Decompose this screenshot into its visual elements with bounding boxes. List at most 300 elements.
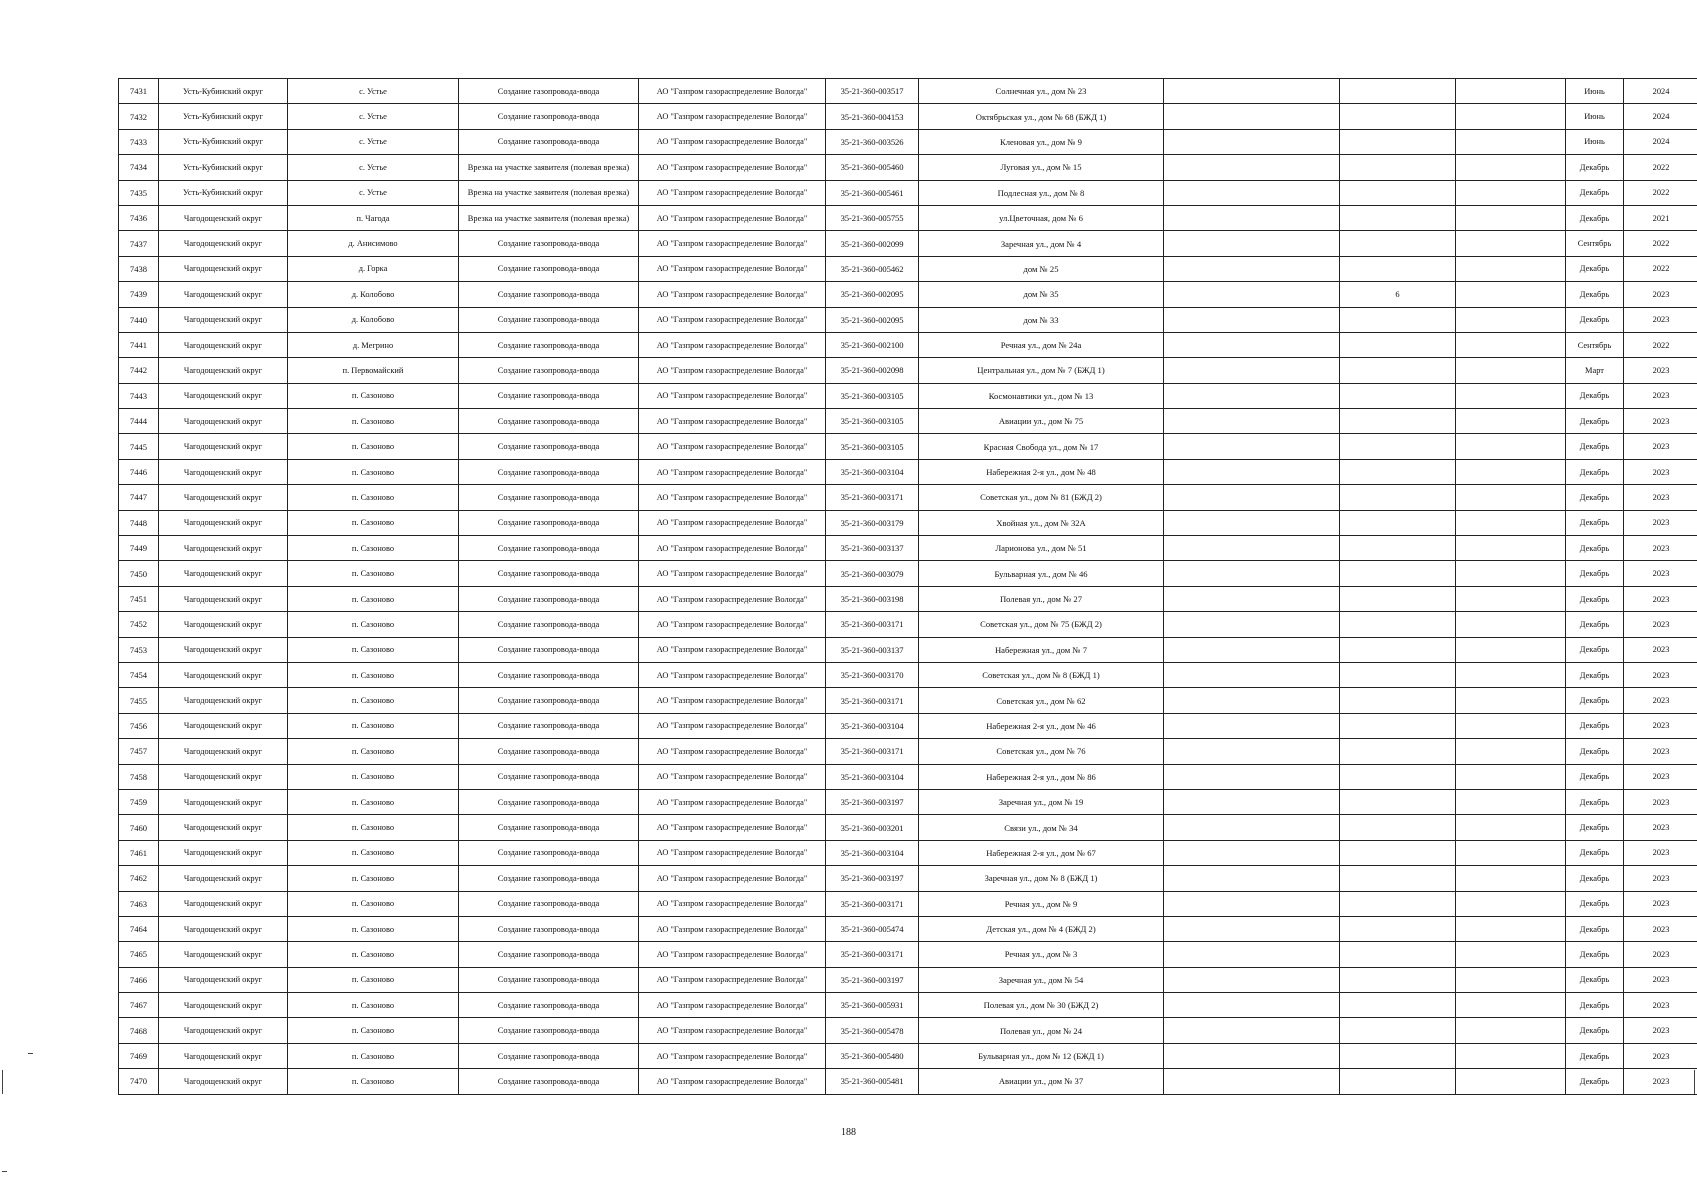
district-cell: Чагодощенский округ bbox=[159, 891, 288, 916]
year-cell: 2023 bbox=[1624, 688, 1697, 713]
organization-cell: АО "Газпром газораспределение Вологда" bbox=[639, 282, 826, 307]
empty-cell bbox=[1340, 155, 1456, 180]
empty-cell bbox=[1340, 967, 1456, 992]
empty-cell bbox=[1456, 637, 1566, 662]
empty-cell bbox=[1456, 358, 1566, 383]
year-cell: 2023 bbox=[1624, 637, 1697, 662]
table-row bbox=[119, 967, 1697, 992]
empty-cell bbox=[1164, 637, 1340, 662]
address-cell: дом № 25 bbox=[919, 256, 1164, 281]
work-type-cell: Создание газопровода-ввода bbox=[459, 459, 639, 484]
work-type-cell: Врезка на участке заявителя (полевая врезка) bbox=[459, 180, 639, 205]
empty-cell bbox=[1164, 510, 1340, 535]
object-code-cell: 35-21-360-002095 bbox=[826, 282, 919, 307]
month-cell: Декабрь bbox=[1566, 434, 1624, 459]
locality-cell: п. Сазоново bbox=[288, 434, 459, 459]
object-code-cell: 35-21-360-003170 bbox=[826, 662, 919, 687]
empty-cell bbox=[1456, 789, 1566, 814]
district-cell: Чагодощенский округ bbox=[159, 1043, 288, 1068]
empty-cell bbox=[1164, 358, 1340, 383]
month-cell: Декабрь bbox=[1566, 282, 1624, 307]
organization-cell: АО "Газпром газораспределение Вологда" bbox=[639, 129, 826, 154]
locality-cell: п. Сазоново bbox=[288, 409, 459, 434]
work-type-cell: Создание газопровода-ввода bbox=[459, 713, 639, 738]
empty-cell bbox=[1164, 180, 1340, 205]
empty-cell bbox=[1164, 942, 1340, 967]
locality-cell: п. Сазоново bbox=[288, 561, 459, 586]
row-number: 7449 bbox=[119, 536, 159, 561]
month-cell: Декабрь bbox=[1566, 307, 1624, 332]
work-type-cell: Создание газопровода-ввода bbox=[459, 840, 639, 865]
row-number: 7462 bbox=[119, 866, 159, 891]
table-row bbox=[119, 993, 1697, 1018]
empty-cell bbox=[1340, 789, 1456, 814]
locality-cell: п. Сазоново bbox=[288, 536, 459, 561]
empty-cell bbox=[1164, 866, 1340, 891]
address-cell: Советская ул., дом № 62 bbox=[919, 688, 1164, 713]
object-code-cell: 35-21-360-003198 bbox=[826, 586, 919, 611]
object-code-cell: 35-21-360-005462 bbox=[826, 256, 919, 281]
work-type-cell: Создание газопровода-ввода bbox=[459, 942, 639, 967]
table-row bbox=[119, 561, 1697, 586]
district-cell: Чагодощенский округ bbox=[159, 282, 288, 307]
year-cell: 2023 bbox=[1624, 662, 1697, 687]
district-cell: Чагодощенский округ bbox=[159, 459, 288, 484]
table-row bbox=[119, 739, 1697, 764]
table-row bbox=[119, 485, 1697, 510]
locality-cell: п. Сазоново bbox=[288, 637, 459, 662]
row-number: 7463 bbox=[119, 891, 159, 916]
address-cell: Набережная 2-я ул., дом № 48 bbox=[919, 459, 1164, 484]
empty-cell bbox=[1456, 332, 1566, 357]
empty-cell bbox=[1164, 967, 1340, 992]
row-number: 7444 bbox=[119, 409, 159, 434]
locality-cell: п. Сазоново bbox=[288, 967, 459, 992]
empty-cell bbox=[1164, 789, 1340, 814]
object-code-cell: 35-21-360-002098 bbox=[826, 358, 919, 383]
object-code-cell: 35-21-360-002100 bbox=[826, 332, 919, 357]
month-cell: Декабрь bbox=[1566, 586, 1624, 611]
table-row bbox=[119, 409, 1697, 434]
row-number: 7459 bbox=[119, 789, 159, 814]
organization-cell: АО "Газпром газораспределение Вологда" bbox=[639, 180, 826, 205]
month-cell: Сентябрь bbox=[1566, 332, 1624, 357]
organization-cell: АО "Газпром газораспределение Вологда" bbox=[639, 155, 826, 180]
work-type-cell: Создание газопровода-ввода bbox=[459, 789, 639, 814]
row-number: 7452 bbox=[119, 612, 159, 637]
year-cell: 2023 bbox=[1624, 282, 1697, 307]
work-type-cell: Создание газопровода-ввода bbox=[459, 307, 639, 332]
row-number: 7455 bbox=[119, 688, 159, 713]
district-cell: Чагодощенский округ bbox=[159, 739, 288, 764]
month-cell: Декабрь bbox=[1566, 536, 1624, 561]
table-row bbox=[119, 282, 1697, 307]
organization-cell: АО "Газпром газораспределение Вологда" bbox=[639, 459, 826, 484]
table-row bbox=[119, 586, 1697, 611]
address-cell: дом № 33 bbox=[919, 307, 1164, 332]
empty-cell bbox=[1164, 231, 1340, 256]
organization-cell: АО "Газпром газораспределение Вологда" bbox=[639, 815, 826, 840]
month-cell: Декабрь bbox=[1566, 1018, 1624, 1043]
empty-cell bbox=[1340, 510, 1456, 535]
empty-cell bbox=[1456, 409, 1566, 434]
object-code-cell: 35-21-360-003104 bbox=[826, 459, 919, 484]
month-cell: Декабрь bbox=[1566, 662, 1624, 687]
empty-cell bbox=[1164, 815, 1340, 840]
district-cell: Чагодощенский округ bbox=[159, 231, 288, 256]
address-cell: Набережная ул., дом № 7 bbox=[919, 637, 1164, 662]
empty-cell bbox=[1456, 536, 1566, 561]
object-code-cell: 35-21-360-003137 bbox=[826, 637, 919, 662]
year-cell: 2023 bbox=[1624, 307, 1697, 332]
table-row bbox=[119, 307, 1697, 332]
district-cell: Чагодощенский округ bbox=[159, 510, 288, 535]
object-code-cell: 35-21-360-005931 bbox=[826, 993, 919, 1018]
year-cell: 2023 bbox=[1624, 840, 1697, 865]
empty-cell bbox=[1164, 662, 1340, 687]
year-cell: 2023 bbox=[1624, 409, 1697, 434]
table-row bbox=[119, 129, 1697, 154]
month-cell: Декабрь bbox=[1566, 409, 1624, 434]
work-type-cell: Создание газопровода-ввода bbox=[459, 993, 639, 1018]
month-cell: Декабрь bbox=[1566, 205, 1624, 230]
empty-cell bbox=[1340, 104, 1456, 129]
work-type-cell: Врезка на участке заявителя (полевая врезка) bbox=[459, 205, 639, 230]
year-cell: 2022 bbox=[1624, 256, 1697, 281]
empty-cell bbox=[1340, 993, 1456, 1018]
empty-cell bbox=[1456, 739, 1566, 764]
table-row bbox=[119, 383, 1697, 408]
month-cell: Декабрь bbox=[1566, 967, 1624, 992]
empty-cell bbox=[1456, 129, 1566, 154]
scan-mark bbox=[1694, 1070, 1695, 1094]
organization-cell: АО "Газпром газораспределение Вологда" bbox=[639, 1043, 826, 1068]
organization-cell: АО "Газпром газораспределение Вологда" bbox=[639, 1069, 826, 1094]
empty-cell bbox=[1340, 764, 1456, 789]
district-cell: Чагодощенский округ bbox=[159, 942, 288, 967]
month-cell: Декабрь bbox=[1566, 1043, 1624, 1068]
district-cell: Чагодощенский округ bbox=[159, 1018, 288, 1043]
work-type-cell: Создание газопровода-ввода bbox=[459, 739, 639, 764]
row-number: 7440 bbox=[119, 307, 159, 332]
work-type-cell: Создание газопровода-ввода bbox=[459, 282, 639, 307]
empty-cell bbox=[1340, 815, 1456, 840]
organization-cell: АО "Газпром газораспределение Вологда" bbox=[639, 561, 826, 586]
empty-cell bbox=[1456, 967, 1566, 992]
month-cell: Декабрь bbox=[1566, 739, 1624, 764]
year-cell: 2023 bbox=[1624, 510, 1697, 535]
empty-cell bbox=[1456, 180, 1566, 205]
row-number: 7461 bbox=[119, 840, 159, 865]
address-cell: Набережная 2-я ул., дом № 86 bbox=[919, 764, 1164, 789]
year-cell: 2022 bbox=[1624, 231, 1697, 256]
empty-cell bbox=[1164, 739, 1340, 764]
empty-cell bbox=[1456, 662, 1566, 687]
organization-cell: АО "Газпром газораспределение Вологда" bbox=[639, 586, 826, 611]
empty-cell bbox=[1340, 739, 1456, 764]
district-cell: Чагодощенский округ bbox=[159, 612, 288, 637]
district-cell: Чагодощенский округ bbox=[159, 536, 288, 561]
month-cell: Декабрь bbox=[1566, 942, 1624, 967]
month-cell: Июнь bbox=[1566, 129, 1624, 154]
address-cell: Речная ул., дом № 24а bbox=[919, 332, 1164, 357]
table-row bbox=[119, 180, 1697, 205]
row-number: 7433 bbox=[119, 129, 159, 154]
organization-cell: АО "Газпром газораспределение Вологда" bbox=[639, 942, 826, 967]
empty-cell bbox=[1456, 155, 1566, 180]
empty-cell bbox=[1164, 155, 1340, 180]
empty-cell bbox=[1456, 688, 1566, 713]
object-code-cell: 35-21-360-003105 bbox=[826, 383, 919, 408]
empty-cell bbox=[1164, 993, 1340, 1018]
row-number: 7469 bbox=[119, 1043, 159, 1068]
empty-cell bbox=[1164, 1069, 1340, 1094]
locality-cell: п. Сазоново bbox=[288, 815, 459, 840]
address-cell: Ларионова ул., дом № 51 bbox=[919, 536, 1164, 561]
work-type-cell: Создание газопровода-ввода bbox=[459, 1018, 639, 1043]
locality-cell: п. Сазоново bbox=[288, 866, 459, 891]
district-cell: Усть-Кубинский округ bbox=[159, 155, 288, 180]
locality-cell: п. Сазоново bbox=[288, 993, 459, 1018]
table-row bbox=[119, 815, 1697, 840]
row-number: 7457 bbox=[119, 739, 159, 764]
address-cell: Речная ул., дом № 9 bbox=[919, 891, 1164, 916]
empty-cell bbox=[1164, 409, 1340, 434]
month-cell: Декабрь bbox=[1566, 612, 1624, 637]
empty-cell bbox=[1340, 383, 1456, 408]
month-cell: Декабрь bbox=[1566, 789, 1624, 814]
locality-cell: п. Сазоново bbox=[288, 1018, 459, 1043]
empty-cell bbox=[1164, 688, 1340, 713]
locality-cell: п. Сазоново bbox=[288, 764, 459, 789]
work-type-cell: Создание газопровода-ввода bbox=[459, 586, 639, 611]
organization-cell: АО "Газпром газораспределение Вологда" bbox=[639, 307, 826, 332]
month-cell: Декабрь bbox=[1566, 459, 1624, 484]
empty-cell bbox=[1456, 815, 1566, 840]
address-cell: ул.Цветочная, дом № 6 bbox=[919, 205, 1164, 230]
organization-cell: АО "Газпром газораспределение Вологда" bbox=[639, 485, 826, 510]
year-cell: 2024 bbox=[1624, 79, 1697, 104]
organization-cell: АО "Газпром газораспределение Вологда" bbox=[639, 358, 826, 383]
table-row bbox=[119, 662, 1697, 687]
empty-cell bbox=[1340, 637, 1456, 662]
organization-cell: АО "Газпром газораспределение Вологда" bbox=[639, 993, 826, 1018]
month-cell: Декабрь bbox=[1566, 561, 1624, 586]
year-cell: 2023 bbox=[1624, 1069, 1697, 1094]
table-row bbox=[119, 1069, 1697, 1094]
locality-cell: п. Первомайский bbox=[288, 358, 459, 383]
district-cell: Чагодощенский округ bbox=[159, 713, 288, 738]
locality-cell: п. Сазоново bbox=[288, 612, 459, 637]
district-cell: Чагодощенский округ bbox=[159, 840, 288, 865]
locality-cell: п. Сазоново bbox=[288, 916, 459, 941]
table-row bbox=[119, 332, 1697, 357]
work-type-cell: Создание газопровода-ввода bbox=[459, 764, 639, 789]
work-type-cell: Создание газопровода-ввода bbox=[459, 485, 639, 510]
organization-cell: АО "Газпром газораспределение Вологда" bbox=[639, 967, 826, 992]
organization-cell: АО "Газпром газораспределение Вологда" bbox=[639, 688, 826, 713]
work-type-cell: Создание газопровода-ввода bbox=[459, 815, 639, 840]
table-row bbox=[119, 459, 1697, 484]
year-cell: 2023 bbox=[1624, 434, 1697, 459]
locality-cell: п. Сазоново bbox=[288, 485, 459, 510]
table-row bbox=[119, 434, 1697, 459]
empty-cell bbox=[1164, 586, 1340, 611]
district-cell: Чагодощенский округ bbox=[159, 967, 288, 992]
district-cell: Чагодощенский округ bbox=[159, 205, 288, 230]
work-type-cell: Создание газопровода-ввода bbox=[459, 256, 639, 281]
row-number: 7437 bbox=[119, 231, 159, 256]
table-row bbox=[119, 637, 1697, 662]
work-type-cell: Создание газопровода-ввода bbox=[459, 231, 639, 256]
table-row bbox=[119, 79, 1697, 104]
locality-cell: д. Колобово bbox=[288, 307, 459, 332]
locality-cell: п. Сазоново bbox=[288, 586, 459, 611]
empty-cell bbox=[1456, 586, 1566, 611]
month-cell: Декабрь bbox=[1566, 1069, 1624, 1094]
empty-cell bbox=[1340, 434, 1456, 459]
work-type-cell: Создание газопровода-ввода bbox=[459, 104, 639, 129]
empty-cell bbox=[1340, 866, 1456, 891]
object-code-cell: 35-21-360-005461 bbox=[826, 180, 919, 205]
locality-cell: п. Сазоново bbox=[288, 459, 459, 484]
table-row bbox=[119, 713, 1697, 738]
year-cell: 2021 bbox=[1624, 205, 1697, 230]
locality-cell: д. Горка bbox=[288, 256, 459, 281]
month-cell: Декабрь bbox=[1566, 688, 1624, 713]
table-row bbox=[119, 866, 1697, 891]
object-code-cell: 35-21-360-005478 bbox=[826, 1018, 919, 1043]
object-code-cell: 35-21-360-003517 bbox=[826, 79, 919, 104]
row-number: 7447 bbox=[119, 485, 159, 510]
empty-cell bbox=[1340, 485, 1456, 510]
row-number: 7436 bbox=[119, 205, 159, 230]
address-cell: Подлесная ул., дом № 8 bbox=[919, 180, 1164, 205]
object-code-cell: 35-21-360-005755 bbox=[826, 205, 919, 230]
empty-cell bbox=[1340, 332, 1456, 357]
empty-cell bbox=[1456, 840, 1566, 865]
row-number: 7435 bbox=[119, 180, 159, 205]
empty-cell bbox=[1340, 561, 1456, 586]
district-cell: Чагодощенский округ bbox=[159, 815, 288, 840]
empty-cell bbox=[1340, 916, 1456, 941]
month-cell: Июнь bbox=[1566, 104, 1624, 129]
empty-cell bbox=[1340, 205, 1456, 230]
district-cell: Чагодощенский округ bbox=[159, 358, 288, 383]
year-cell: 2023 bbox=[1624, 764, 1697, 789]
object-code-cell: 35-21-360-003104 bbox=[826, 764, 919, 789]
locality-cell: д. Мегрино bbox=[288, 332, 459, 357]
district-cell: Чагодощенский округ bbox=[159, 637, 288, 662]
work-type-cell: Создание газопровода-ввода bbox=[459, 358, 639, 383]
district-cell: Чагодощенский округ bbox=[159, 256, 288, 281]
empty-cell bbox=[1164, 459, 1340, 484]
table-row bbox=[119, 1043, 1697, 1068]
organization-cell: АО "Газпром газораспределение Вологда" bbox=[639, 1018, 826, 1043]
district-cell: Чагодощенский округ bbox=[159, 866, 288, 891]
empty-cell bbox=[1456, 434, 1566, 459]
district-cell: Усть-Кубинский округ bbox=[159, 129, 288, 154]
empty-cell bbox=[1164, 205, 1340, 230]
object-code-cell: 35-21-360-002095 bbox=[826, 307, 919, 332]
work-type-cell: Создание газопровода-ввода bbox=[459, 1043, 639, 1068]
month-cell: Июнь bbox=[1566, 79, 1624, 104]
object-code-cell: 35-21-360-005474 bbox=[826, 916, 919, 941]
empty-cell bbox=[1456, 764, 1566, 789]
page-number: 188 bbox=[841, 1127, 856, 1138]
year-cell: 2023 bbox=[1624, 586, 1697, 611]
organization-cell: АО "Газпром газораспределение Вологда" bbox=[639, 891, 826, 916]
locality-cell: д. Анисимово bbox=[288, 231, 459, 256]
address-cell: Бульварная ул., дом № 12 (БЖД 1) bbox=[919, 1043, 1164, 1068]
district-cell: Чагодощенский округ bbox=[159, 1069, 288, 1094]
empty-cell bbox=[1340, 586, 1456, 611]
locality-cell: п. Сазоново bbox=[288, 383, 459, 408]
empty-cell: 6 bbox=[1340, 282, 1456, 307]
table-row bbox=[119, 510, 1697, 535]
scan-mark bbox=[28, 1053, 33, 1054]
address-cell: Связи ул., дом № 34 bbox=[919, 815, 1164, 840]
row-number: 7468 bbox=[119, 1018, 159, 1043]
address-cell: Центральная ул., дом № 7 (БЖД 1) bbox=[919, 358, 1164, 383]
year-cell: 2024 bbox=[1624, 104, 1697, 129]
organization-cell: АО "Газпром газораспределение Вологда" bbox=[639, 510, 826, 535]
district-cell: Чагодощенский округ bbox=[159, 561, 288, 586]
empty-cell bbox=[1164, 79, 1340, 104]
table-row bbox=[119, 358, 1697, 383]
month-cell: Декабрь bbox=[1566, 637, 1624, 662]
object-code-cell: 35-21-360-003171 bbox=[826, 688, 919, 713]
organization-cell: АО "Газпром газораспределение Вологда" bbox=[639, 409, 826, 434]
work-type-cell: Создание газопровода-ввода bbox=[459, 434, 639, 459]
district-cell: Усть-Кубинский округ bbox=[159, 79, 288, 104]
empty-cell bbox=[1456, 866, 1566, 891]
row-number: 7466 bbox=[119, 967, 159, 992]
locality-cell: п. Сазоново bbox=[288, 840, 459, 865]
address-cell: Речная ул., дом № 3 bbox=[919, 942, 1164, 967]
empty-cell bbox=[1340, 840, 1456, 865]
empty-cell bbox=[1456, 307, 1566, 332]
scan-mark bbox=[2, 1171, 7, 1172]
empty-cell bbox=[1340, 1018, 1456, 1043]
empty-cell bbox=[1164, 536, 1340, 561]
object-code-cell: 35-21-360-003105 bbox=[826, 434, 919, 459]
organization-cell: АО "Газпром газораспределение Вологда" bbox=[639, 713, 826, 738]
locality-cell: с. Устье bbox=[288, 104, 459, 129]
district-cell: Чагодощенский округ bbox=[159, 307, 288, 332]
empty-cell bbox=[1164, 485, 1340, 510]
empty-cell bbox=[1164, 282, 1340, 307]
table-row bbox=[119, 1018, 1697, 1043]
year-cell: 2023 bbox=[1624, 713, 1697, 738]
district-cell: Чагодощенский округ bbox=[159, 688, 288, 713]
row-number: 7448 bbox=[119, 510, 159, 535]
locality-cell: п. Сазоново bbox=[288, 662, 459, 687]
month-cell: Декабрь bbox=[1566, 713, 1624, 738]
table-row bbox=[119, 536, 1697, 561]
year-cell: 2023 bbox=[1624, 383, 1697, 408]
empty-cell bbox=[1340, 891, 1456, 916]
table-row bbox=[119, 942, 1697, 967]
address-cell: дом № 35 bbox=[919, 282, 1164, 307]
address-cell: Советская ул., дом № 75 (БЖД 2) bbox=[919, 612, 1164, 637]
object-code-cell: 35-21-360-003171 bbox=[826, 942, 919, 967]
row-number: 7442 bbox=[119, 358, 159, 383]
locality-cell: п. Сазоново bbox=[288, 713, 459, 738]
address-cell: Советская ул., дом № 81 (БЖД 2) bbox=[919, 485, 1164, 510]
empty-cell bbox=[1456, 993, 1566, 1018]
address-cell: Луговая ул., дом № 15 bbox=[919, 155, 1164, 180]
